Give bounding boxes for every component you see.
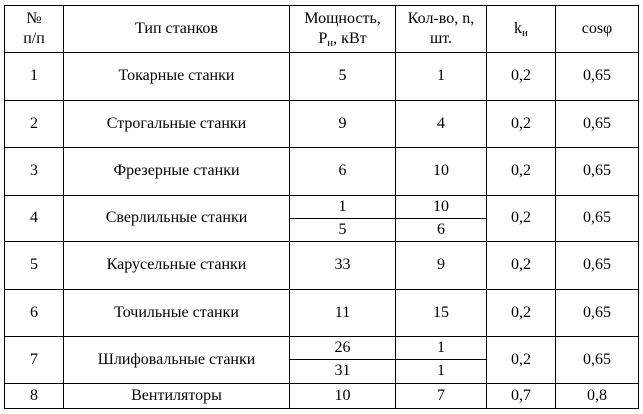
power-cell: 33 <box>290 242 396 290</box>
table-row <box>5 195 639 218</box>
power-factor-cell: 0,65 <box>556 337 639 383</box>
machine-type-cell: Сверлильные станки <box>64 195 290 241</box>
count-cell: 4 <box>396 100 487 148</box>
power-factor-cell: 0,8 <box>556 383 639 408</box>
header-machine-type: Тип станков <box>64 6 290 53</box>
count-cell: 7 <box>396 383 487 408</box>
machine-type-cell: Карусельные станки <box>64 242 290 290</box>
table-row <box>5 53 639 101</box>
row-number: 3 <box>5 148 64 196</box>
utilization-factor-cell: 0,7 <box>487 383 556 408</box>
power-cell: 9 <box>290 100 396 148</box>
power-factor-cell: 0,65 <box>556 148 639 196</box>
row-number: 6 <box>5 289 64 337</box>
utilization-factor-cell: 0,2 <box>487 100 556 148</box>
table-row <box>5 242 639 290</box>
machine-type-cell: Фрезерные станки <box>64 148 290 196</box>
utilization-factor-cell: 0,2 <box>487 289 556 337</box>
table-row <box>5 337 639 360</box>
utilization-factor-cell: 0,2 <box>487 53 556 101</box>
utilization-factor-cell: 0,2 <box>487 148 556 196</box>
machine-type-cell: Вентиляторы <box>64 383 290 408</box>
power-factor-cell: 0,65 <box>556 195 639 241</box>
machine-type-cell: Строгальные станки <box>64 100 290 148</box>
power-cell: 31 <box>290 360 396 383</box>
power-cell: 1 <box>290 195 396 218</box>
power-cell: 11 <box>290 289 396 337</box>
power-cell: 6 <box>290 148 396 196</box>
row-number: 1 <box>5 53 64 101</box>
header-power-factor: cosφ <box>556 6 639 53</box>
power-factor-cell: 0,65 <box>556 242 639 290</box>
header-row <box>5 6 639 53</box>
row-number: 5 <box>5 242 64 290</box>
power-cell: 5 <box>290 53 396 101</box>
row-number: 2 <box>5 100 64 148</box>
header-count: Кол-во, n, шт. <box>396 6 487 53</box>
machine-type-cell: Токарные станки <box>64 53 290 101</box>
row-number: 8 <box>5 383 64 408</box>
utilization-factor-cell: 0,2 <box>487 337 556 383</box>
power-cell: 26 <box>290 337 396 360</box>
count-cell: 10 <box>396 195 487 218</box>
count-cell: 1 <box>396 53 487 101</box>
power-cell: 10 <box>290 383 396 408</box>
power-factor-cell: 0,65 <box>556 289 639 337</box>
power-factor-cell: 0,65 <box>556 53 639 101</box>
count-cell: 9 <box>396 242 487 290</box>
machine-type-cell: Шлифовальные станки <box>64 337 290 383</box>
table-row <box>5 100 639 148</box>
header-power: Мощность, $Р_н$, кВт <box>290 6 396 53</box>
header-number: № п/п <box>5 6 64 53</box>
count-cell: 1 <box>396 337 487 360</box>
power-cell: 5 <box>290 218 396 241</box>
table-row <box>5 289 639 337</box>
machine-tools-table <box>4 5 639 409</box>
count-cell: 6 <box>396 218 487 241</box>
row-number: 4 <box>5 195 64 241</box>
row-number: 7 <box>5 337 64 383</box>
power-factor-cell: 0,65 <box>556 100 639 148</box>
count-cell: 1 <box>396 360 487 383</box>
count-cell: 15 <box>396 289 487 337</box>
table-row <box>5 383 639 408</box>
count-cell: 10 <box>396 148 487 196</box>
utilization-factor-cell: 0,2 <box>487 195 556 241</box>
utilization-factor-cell: 0,2 <box>487 242 556 290</box>
header-utilization-factor: $k_и$ <box>487 6 556 53</box>
table-row <box>5 148 639 196</box>
machine-type-cell: Точильные станки <box>64 289 290 337</box>
